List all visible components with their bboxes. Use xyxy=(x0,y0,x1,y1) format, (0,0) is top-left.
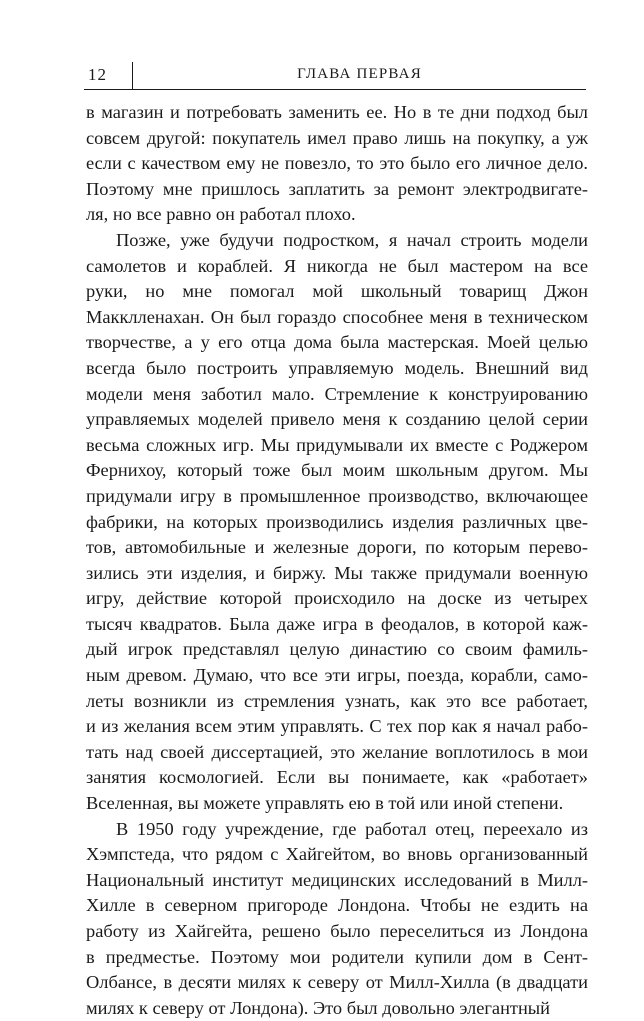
paragraph xyxy=(86,228,588,817)
text-line: совсем другой: покупатель имел право лишь на покупку, а уж xyxy=(86,127,588,148)
text-line: и из желания всем этим управлять. С тех пор как я начал рабо- xyxy=(86,716,588,737)
text-line: ля, но все равно он работал плохо. xyxy=(86,204,356,225)
text-line: руки, но мне помогал мой школьный товарищ Джон xyxy=(86,281,588,302)
text-line: Национальный институт медицинских исследований в Милл- xyxy=(86,869,588,890)
text-line: занятия космологией. Если вы понимаете, как «работает» xyxy=(86,767,588,788)
text-line: дый игрок представлял целую династию со своим фамиль- xyxy=(86,639,588,660)
page-number: 12 xyxy=(88,65,107,84)
text-line: работу из Хайгейта, решено было переселиться из Лондона xyxy=(86,921,588,941)
text-line: в магазин и потребовать заменить ее. Но в те дни подход был xyxy=(86,102,588,122)
text-line: милях к северу от Лондона). Это был довольно элегантный xyxy=(86,997,550,1018)
text-line: Вселенная, вы можете управлять ею в той или иной степени. xyxy=(86,793,564,814)
body-text xyxy=(86,100,588,1021)
text-line: зились эти изделия, и биржу. Мы также придумали военную xyxy=(86,562,588,583)
text-line: Хэмпстеда, что рядом с Хайгейтом, во вновь организованный xyxy=(86,844,588,865)
text-line: Поэтому мне пришлось заплатить за ремонт электродвигате- xyxy=(86,178,588,199)
header-rule xyxy=(84,89,586,90)
text-line: Макклленахан. Он был гораздо способнее меня в техническом xyxy=(86,306,588,327)
text-line: Хилле в северном пригороде Лондона. Чтобы не ездить на xyxy=(86,895,588,916)
text-line: тысяч квадратов. Была даже игра в феодалов, в которой каж- xyxy=(86,613,588,634)
text-line: фабрики, на которых производились изделия различных цве- xyxy=(86,511,588,532)
text-line: В 1950 году учреждение, где работал отец, переехало из xyxy=(116,818,588,839)
chapter-title: ГЛАВА ПЕРВАЯ xyxy=(297,66,422,82)
text-line: ным древом. Думаю, что все эти игры, поезда, корабли, само- xyxy=(86,665,588,686)
text-line: всегда было построить управляемую модель. Внешний вид xyxy=(86,357,588,378)
running-header xyxy=(84,62,586,90)
text-line: придумали игру в промышленное производство, включающее xyxy=(86,485,588,506)
text-line: управляемых моделей привело меня к созданию целой серии xyxy=(86,409,588,430)
text-line: леты возникли из стремления узнать, как это все работает, xyxy=(86,690,588,711)
text-line: модели меня заботил мало. Стремление к конструированию xyxy=(86,383,588,404)
text-line: игру, действие которой происходило на доске из четырех xyxy=(86,588,588,609)
text-line: тов, автомобильные и железные дороги, по которым перево- xyxy=(86,537,588,558)
text-line: весьма сложных игр. Мы придумывали их вместе с Роджером xyxy=(86,434,588,455)
paragraph xyxy=(86,817,588,1021)
text-line: тать над своей диссертацией, это желание воплотилось в мои xyxy=(86,741,588,762)
paragraph xyxy=(86,100,588,228)
text-line: самолетов и кораблей. Я никогда не был мастером на все xyxy=(86,255,588,276)
text-line: Позже, уже будучи подростком, я начал строить модели xyxy=(116,229,588,250)
text-line: Фернихоу, который тоже был моим школьным другом. Мы xyxy=(86,460,588,481)
text-line: творчестве, а у его отца дома была мастерская. Моей целью xyxy=(86,332,588,353)
text-line: если с качеством ему не повезло, то это было его личное дело. xyxy=(86,153,588,174)
text-line: в предместье. Поэтому мои родители купили дом в Сент- xyxy=(86,946,588,967)
text-line: Олбансе, в десяти милях к северу от Милл-Хилла (в двадцати xyxy=(86,972,588,993)
